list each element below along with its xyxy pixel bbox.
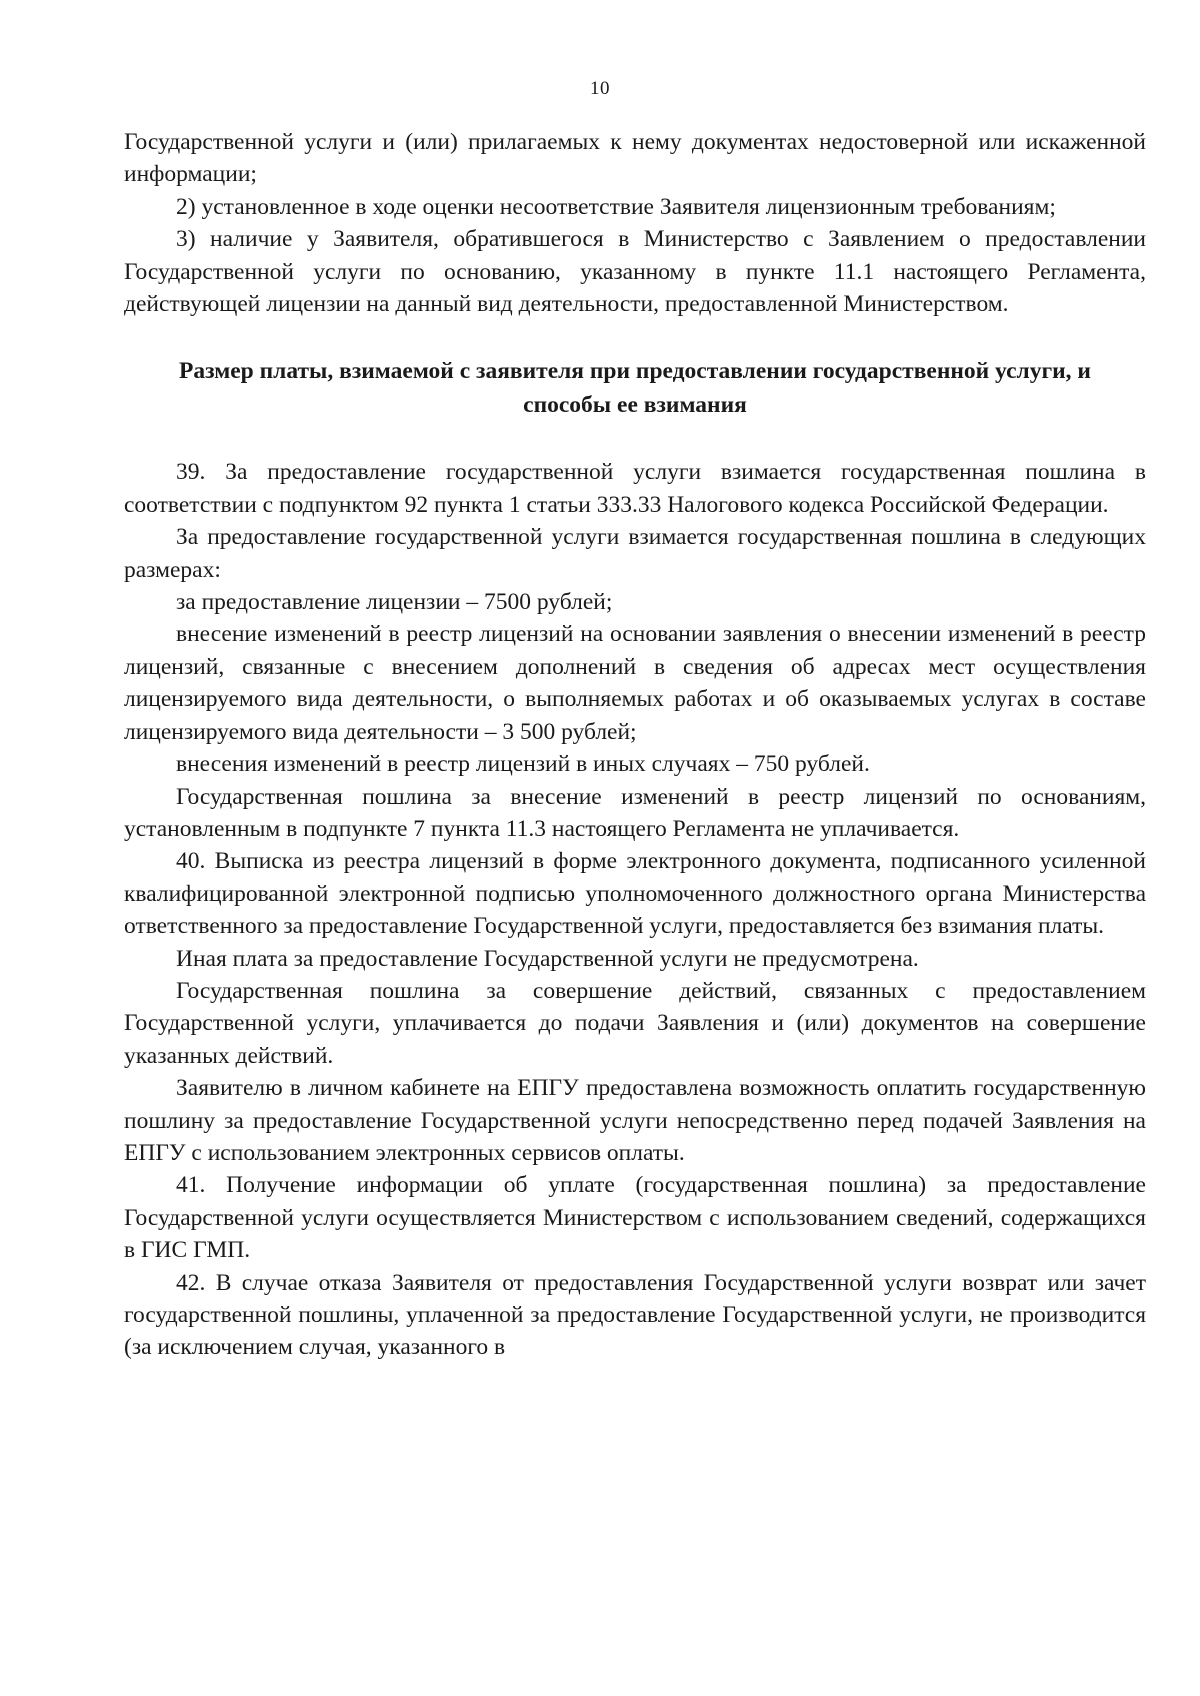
- section-after-heading: [124, 456, 1146, 1363]
- paragraph: 2) установленное в ходе оценки несоответствие Заявителя лицензионным требованиям;: [176, 193, 1056, 220]
- paragraph: внесения изменений в реестр лицензий в иных случаях – 750 рублей.: [176, 751, 870, 778]
- paragraph: внесение изменений в реестр лицензий на основании заявления о внесении изменений в реестр лицензий, связанные с внесением дополнений в сведения об адресах мест осуществления лицензируемого вида деятельности, о выполняемых работах и об оказываемых услугах в составе лицензируемого вида деятельности – 3 500 рублей;: [124, 621, 1146, 745]
- paragraph: Государственной услуги и (или) прилагаемых к нему документах недостоверной или искаженной информации;: [124, 129, 1146, 188]
- document-body: [124, 126, 1146, 1364]
- paragraph: Государственная пошлина за совершение действий, связанных с предоставлением Государственной услуги, уплачивается до подачи Заявления и (или) документов на совершение указанных действий.: [124, 977, 1146, 1069]
- paragraph: 39. За предоставление государственной услуги взимается государственная пошлина в соответствии с подпунктом 92 пункта 1 статьи 333.33 Налогового кодекса Российской Федерации.: [124, 459, 1146, 518]
- paragraph: За предоставление государственной услуги взимается государственная пошлина в следующих размерах:: [124, 524, 1146, 583]
- paragraph: 41. Получение информации об уплате (государственная пошлина) за предоставление Государственной услуги осуществляется Министерством с использованием сведений, содержащихся в ГИС ГМП.: [124, 1172, 1146, 1264]
- section-heading: Размер платы, взимаемой с заявителя при предоставлении государственной услуги, и способы ее взимания: [179, 358, 1091, 419]
- paragraph: Иная плата за предоставление Государственной услуги не предусмотрена.: [176, 945, 919, 972]
- paragraph: Заявителю в личном кабинете на ЕПГУ предоставлена возможность оплатить государственную пошлину за предоставление Государственной услуги непосредственно перед подачей Заявления на ЕПГУ с использованием электронных сервисов оплаты.: [124, 1075, 1146, 1166]
- section-before-heading: [124, 126, 1146, 320]
- paragraph: 40. Выписка из реестра лицензий в форме электронного документа, подписанного усиленной квалифицированной электронной подписью уполномоченного должностного органа Министерства ответственного за предоставление Государственной услуги, предоставляется без взимания платы.: [124, 848, 1146, 940]
- page-number: 10: [590, 78, 610, 99]
- paragraph: за предоставление лицензии – 7500 рублей;: [176, 589, 613, 616]
- paragraph: 3) наличие у Заявителя, обратившегося в Министерство с Заявлением о предоставлении Государственной услуги по основанию, указанному в пункте 11.1 настоящего Регламента, действующей лицензии на данный вид деятельности, предоставленной Министерством.: [124, 226, 1146, 318]
- paragraph: Государственная пошлина за внесение изменений в реестр лицензий по основаниям, установленным в подпункте 7 пункта 11.3 настоящего Регламента не уплачивается.: [124, 783, 1146, 842]
- paragraph: 42. В случае отказа Заявителя от предоставления Государственной услуги возврат или зачет государственной пошлины, уплаченной за предоставление Государственной услуги, не производится (за исключением случая, указанного в: [124, 1269, 1146, 1361]
